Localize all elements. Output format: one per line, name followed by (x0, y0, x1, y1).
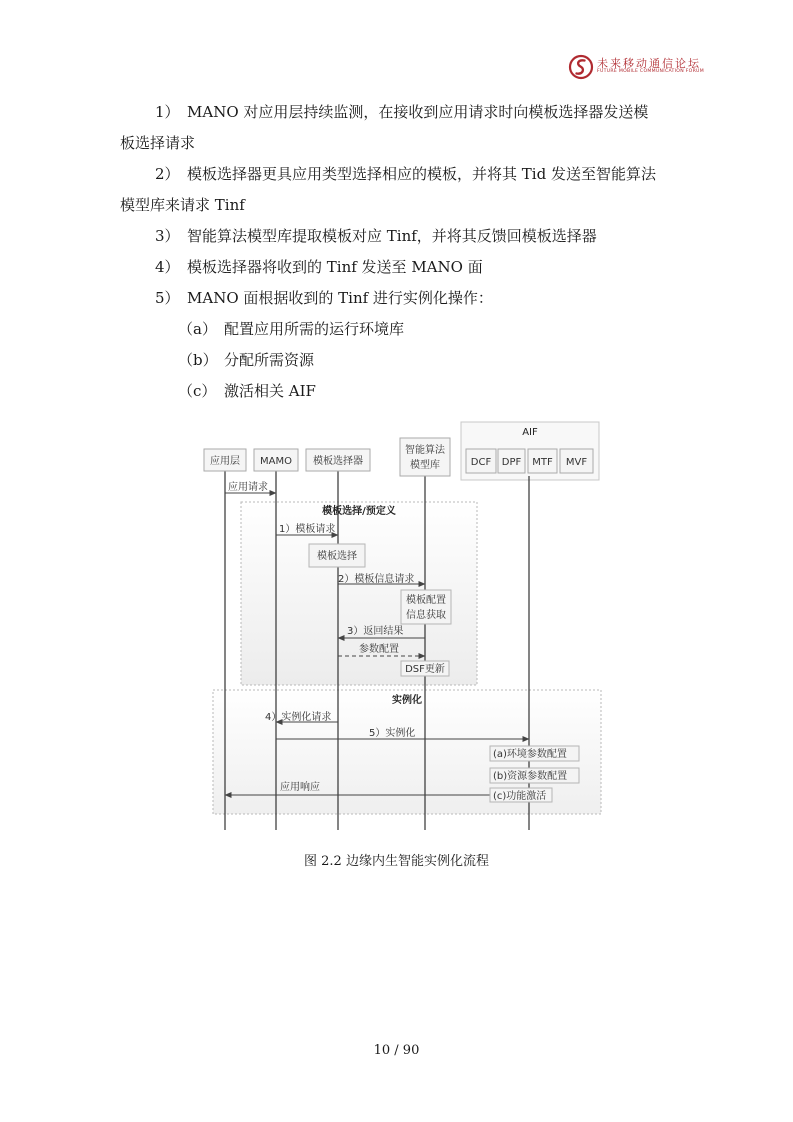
label-return-result: 3）返回结果 (347, 626, 404, 637)
participant-app-label: 应用层 (210, 456, 240, 467)
label-app-request: 应用请求 (228, 482, 268, 493)
figure-caption: 图 2.2 边缘内生智能实例化流程 (304, 854, 489, 869)
participant-library-label-1: 智能算法 (405, 445, 445, 456)
step-3-text: 智能算法模型库提取模板对应 Tinf，并将其反馈回模板选择器 (187, 227, 597, 245)
step-2-number: 2） (155, 165, 180, 183)
dsf-update-label: DSF更新 (405, 664, 445, 675)
page-number: 10 / 90 (373, 1043, 420, 1058)
substep-c-number: （c） (178, 382, 217, 400)
template-selection-group-title: 模板选择/预定义 (322, 506, 396, 517)
template-fetch-label-1: 模板配置 (406, 595, 446, 606)
substep-a-text: 配置应用所需的运行环境库 (224, 320, 405, 338)
step-1-number: 1） (155, 103, 180, 121)
participant-mvf-label: MVF (565, 457, 588, 468)
logo-english-text: FUTURE MOBILE COMMUNICATION FORUM (597, 69, 704, 74)
substep-a-number: （a） (178, 320, 217, 338)
substep-b-text: 分配所需资源 (224, 351, 315, 369)
participant-mtf-label: MTF (532, 457, 553, 468)
func-activate-label: (c)功能激活 (493, 791, 547, 802)
participant-mano-label: MAMO (260, 456, 292, 467)
aif-title: AIF (522, 427, 538, 438)
resource-config-label: (b)资源参数配置 (493, 771, 568, 782)
step-4-number: 4） (155, 258, 180, 276)
participant-library-label-2: 模型库 (410, 460, 440, 471)
forum-logo-icon (568, 54, 594, 80)
instantiation-group-title: 实例化 (392, 695, 422, 706)
step-5-number: 5） (155, 289, 180, 307)
step-1-continuation: 板选择请求 (120, 134, 196, 152)
env-config-label: (a)环境参数配置 (493, 749, 567, 760)
logo-chinese-text: 未来移动通信论坛 (597, 57, 701, 70)
step-2-text: 模板选择器更具应用类型选择相应的模板，并将其 Tid 发送至智能算法 (187, 165, 656, 183)
participant-dpf-label: DPF (501, 457, 522, 468)
label-app-response: 应用响应 (280, 782, 320, 793)
step-1-text: MANO 对应用层持续监测，在接收到应用请求时向模板选择器发送模 (187, 103, 649, 121)
forum-logo (568, 54, 703, 80)
label-template-request: 1）模板请求 (279, 524, 336, 535)
label-instantiate: 5）实例化 (369, 728, 416, 739)
substep-b-number: （b） (178, 351, 218, 369)
step-4-text: 模板选择器将收到的 Tinf 发送至 MANO 面 (187, 258, 483, 276)
step-3-number: 3） (155, 227, 180, 245)
participant-selector-label: 模板选择器 (313, 456, 363, 467)
step-5-text: MANO 面根据收到的 Tinf 进行实例化操作： (187, 289, 493, 307)
participant-dcf-label: DCF (470, 457, 492, 468)
sequence-diagram (195, 418, 605, 838)
template-select-label: 模板选择 (317, 551, 357, 562)
label-param-config: 参数配置 (359, 644, 399, 655)
step-2-continuation: 模型库来请求 Tinf (120, 196, 245, 214)
substep-c-text: 激活相关 AIF (224, 382, 316, 400)
label-instantiate-request: 4）实例化请求 (265, 712, 332, 723)
template-fetch-label-2: 信息获取 (406, 610, 446, 621)
label-template-info-request: 2）模板信息请求 (338, 574, 415, 585)
sequence-diagram-svg (195, 418, 605, 834)
